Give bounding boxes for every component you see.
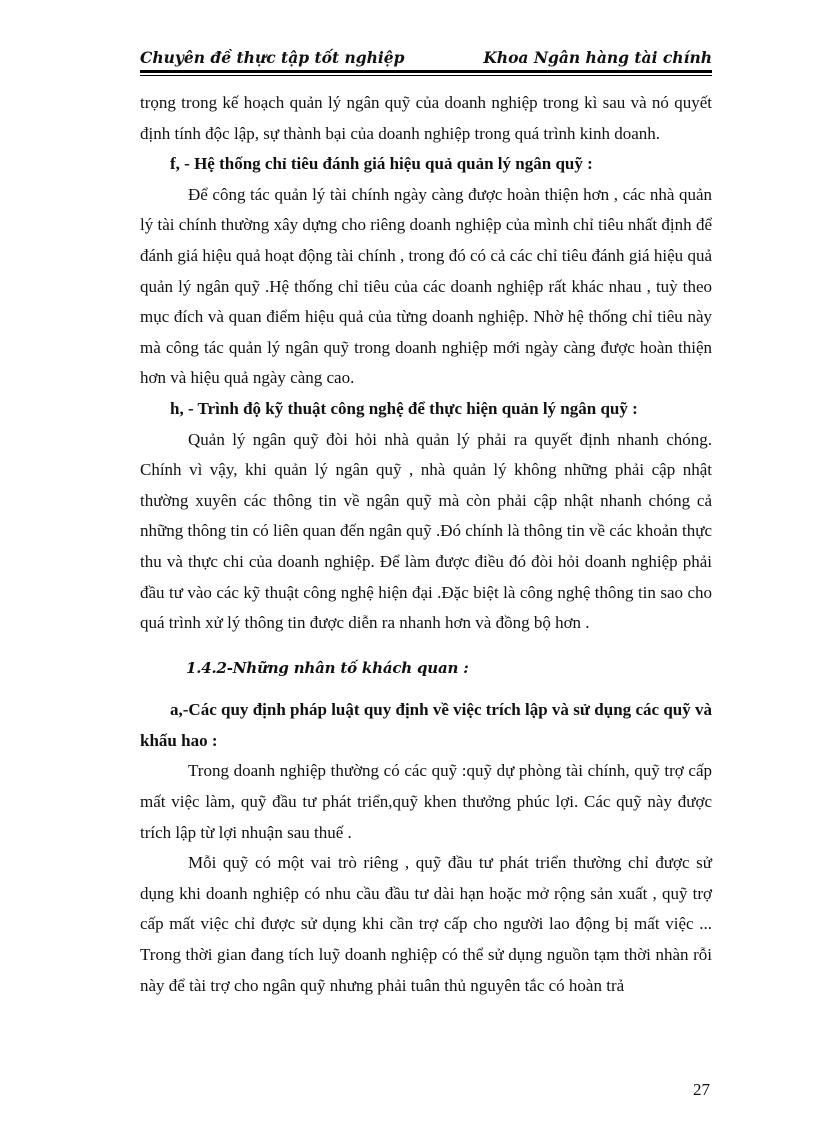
page-number: 27	[693, 1080, 710, 1099]
heading-a: a,-Các quy định pháp luật quy định về việc trích lập và sử dụng các quỹ và khấu hao :	[140, 700, 712, 750]
header-left-title: Chuyên đề thực tập tốt nghiệp	[140, 48, 405, 67]
heading-f: f, - Hệ thống chỉ tiêu đánh giá hiệu quả quản lý ngân quỹ :	[170, 154, 593, 174]
subsection-title: 1.4.2-Những nhân tố khách quan :	[186, 658, 469, 677]
page-header	[140, 44, 712, 70]
page-body	[140, 88, 712, 1001]
heading-h: h, - Trình độ kỹ thuật công nghệ để thực hiện quản lý ngân quỹ :	[170, 398, 638, 418]
header-rule-thick	[140, 70, 712, 73]
paragraph-funds: Trong doanh nghiệp thường có các quỹ :quỹ dự phòng tài chính, quỹ trợ cấp mất việc làm, quỹ đầu tư phát triển,quỹ khen thưởng phúc lợi. Các quỹ này được trích lập từ lợi nhuận sau thuế .	[140, 761, 712, 842]
paragraph-continuation: trọng trong kế hoạch quản lý ngân quỹ của doanh nghiệp trong kì sau và nó quyết định tính độc lập, sự thành bại của doanh nghiệp trong quá trình kinh doanh.	[140, 93, 712, 143]
paragraph-indicators: Để công tác quản lý tài chính ngày càng được hoàn thiện hơn , các nhà quản lý tài chính thường xây dựng cho riêng doanh nghiệp của mình chỉ tiêu nhất định để đánh giá hiệu quả hoạt động tài chính , trong đó có cả các chỉ tiêu đánh giá hiệu quả quản lý ngân quỹ .Hệ thống chỉ tiêu của các doanh nghiệp rất khác nhau , tuỳ theo mục đích và quan điểm hiệu quả của từng doanh nghiệp. Nhờ hệ thống chỉ tiêu này mà công tác quản lý ngân quỹ trong doanh nghiệp mới ngày càng được hoàn thiện hơn và hiệu quả ngày càng cao.	[140, 184, 712, 388]
header-rule-thin	[140, 75, 712, 76]
paragraph-technology: Quản lý ngân quỹ đòi hỏi nhà quản lý phải ra quyết định nhanh chóng. Chính vì vậy, khi quản lý ngân quỹ , nhà quản lý không những phải cập nhật thường xuyên các thông tin về ngân quỹ mà còn phải cập nhật nhanh chóng cả những thông tin có liên quan đến ngân quỹ .Đó chính là thông tin về các khoản thực thu và thực chi của doanh nghiệp. Để làm được điều đó đòi hỏi doanh nghiệp phải đầu tư vào các kỹ thuật công nghệ hiện đại .Đặc biệt là công nghệ thông tin sao cho quá trình xử lý thông tin được diễn ra nhanh hơn và đồng bộ hơn .	[140, 429, 712, 633]
header-right-title: Khoa Ngân hàng tài chính	[483, 48, 712, 67]
paragraph-fund-roles: Mỗi quỹ có một vai trò riêng , quỹ đầu tư phát triển thường chỉ được sử dụng khi doanh nghiệp có nhu cầu đầu tư dài hạn hoặc mở rộng sản xuất , quỹ trợ cấp mất việc chỉ được sử dụng khi cần trợ cấp cho người lao động bị mất việc ... Trong thời gian đang tích luỹ doanh nghiệp có thể sử dụng nguồn tạm thời nhàn rỗi này để tài trợ cho ngân quỹ nhưng phải tuân thủ nguyên tắc có hoàn trả	[140, 853, 712, 995]
